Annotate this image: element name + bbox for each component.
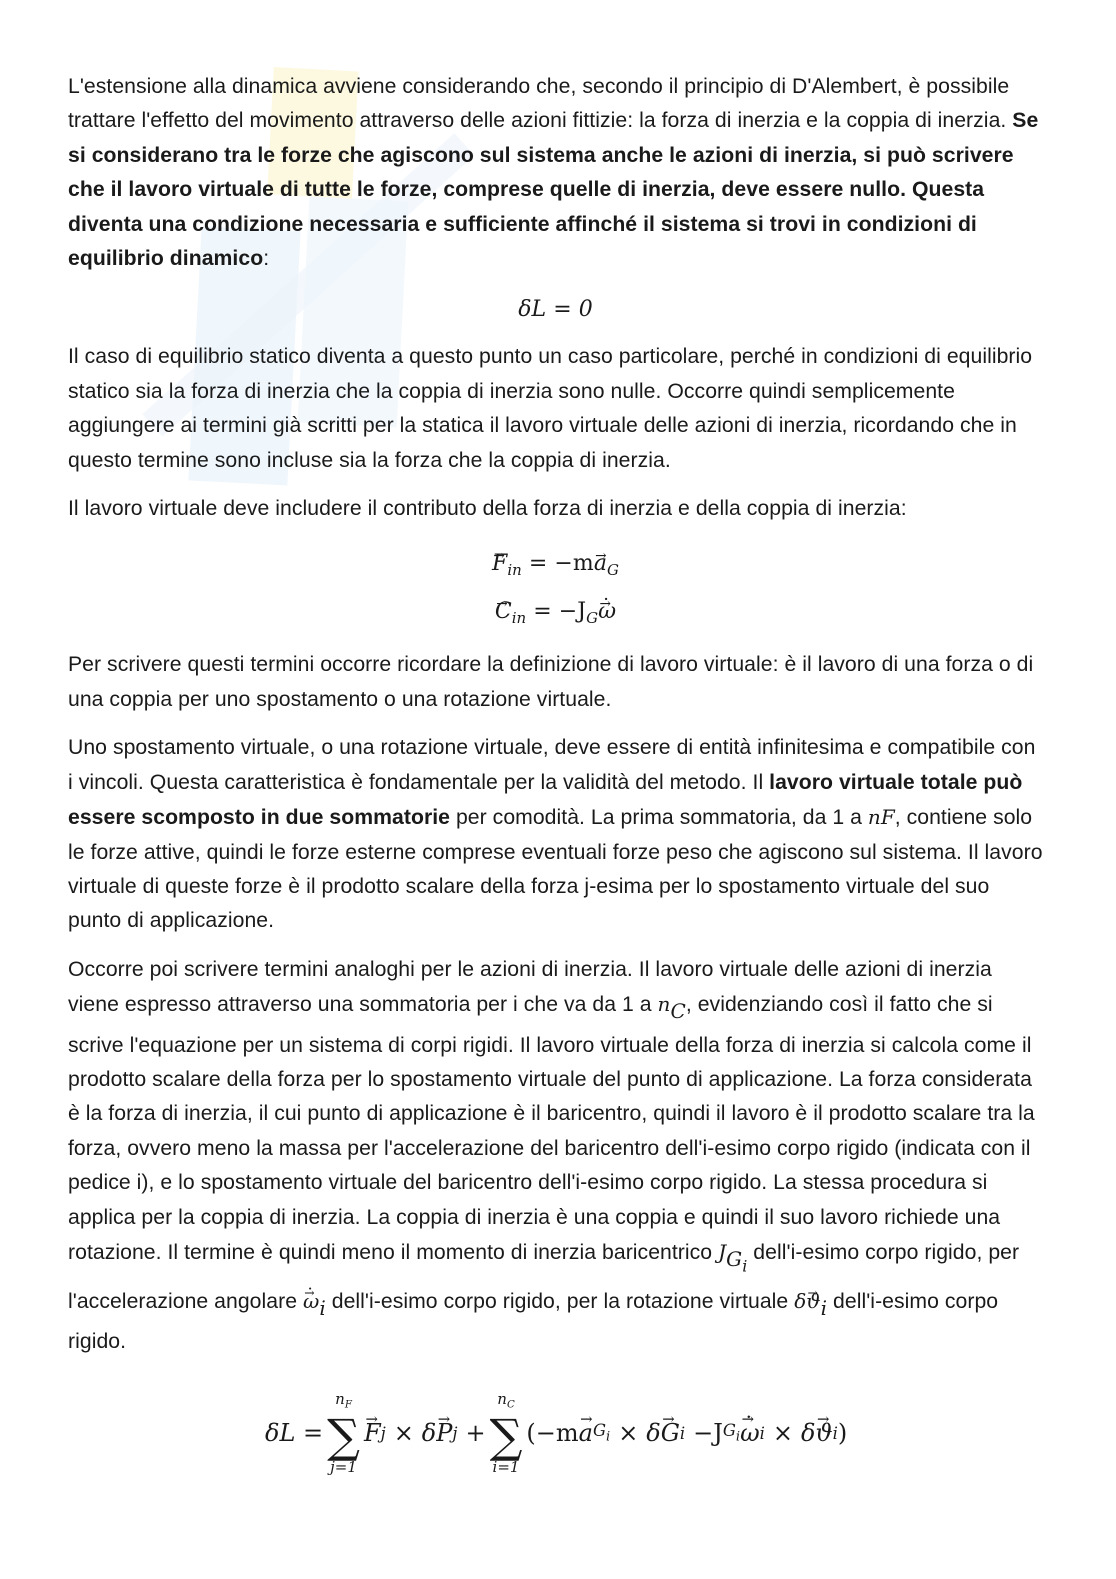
sigma-symbol: ∑: [327, 1409, 360, 1464]
paragraph-definition: Per scrivere questi termini occorre ricordare la definizione di lavoro virtuale: è il lavoro di una forza o di una coppia per uno spostamento o una rotazione virtuale.: [68, 653, 1034, 711]
paragraph-inertia-contribution: Il lavoro virtuale deve includere il contributo della forza di inerzia e della coppia di inerzia:: [68, 497, 907, 521]
paragraph-intro: L'estensione alla dinamica avviene considerando che, secondo il principio di D'Alembert, è possibile trattare l'effetto del movimento attraverso delle azioni fittizie: la forza di inerzia e la coppia di inerzia. Se si considerano tra le forze che agiscono sul sistema anche le azioni di inerzia, si può scrivere che il lavoro virtuale di tutte le forze, comprese quelle di inerzia, deve essere nullo. Questa diventa una condizione necessaria e sufficiente affinché il sistema si trovi in condizioni di equilibrio dinamico:: [68, 75, 1039, 271]
equation-inertia-force: → $F_{in} = -m\to a_G$: [68, 540, 1043, 588]
equations-inertia: [68, 540, 1043, 636]
summation-inertia: $n_C$ ∑ i=1: [489, 1389, 523, 1477]
sigma-symbol: ∑: [489, 1409, 523, 1464]
document-page: [68, 70, 1043, 1374]
paragraph-virtual-displacement: Uno spostamento virtuale, o una rotazione virtuale, deve essere di entità infinitesima e compatibile con i vincoli. Questa caratteristica è fondamentale per la validità del metodo. Il lavoro virtuale totale può essere scomposto in due sommatorie per comodità. La prima sommatoria, da 1 a nF, contiene solo le forze attive, quindi le forze esterne comprese eventuali forze peso che agiscono sul sistema. Il lavoro virtuale di queste forze è il prodotto scalare della forza j-esima per lo spostamento virtuale del suo punto di applicazione.: [68, 736, 1043, 933]
summation-forces: $n_F$ ∑ j=1: [327, 1389, 360, 1477]
paragraph-inertia-terms: Occorre poi scrivere termini analoghi per le azioni di inerzia. Il lavoro virtuale delle azioni di inerzia viene espresso attraverso una sommatoria per i che va da 1 a $n_C$, evidenziando così il fatto che si scrive l'equazione per un sistema di corpi rigidi. Il lavoro virtuale della forza di inerzia si calcola come il prodotto scalare della forza per lo spostamento virtuale del punto di applicazione. La forza considerata è la forza di inerzia, il cui punto di applicazione è il baricentro, quindi il lavoro è il prodotto scalare tra la forza, ovvero meno la massa per l'accelerazione del baricentro dell'i-esimo corpo rigido (indicata con il pedice i), e lo spostamento virtuale del baricentro dell'i-esimo corpo rigido. La stessa procedura si applica per la coppia di inerzia. La coppia di inerzia è una coppia e quindi il suo lavoro richiede una rotazione. Il termine è quindi meno il momento di inerzia baricentrico $J_{G_i}$ dell'i-esimo corpo rigido, per l'accelerazione angolare → ω $˙_i$ dell'i-esimo corpo rigido, per la rotazione virtuale $\delta\to ϑ_i$ dell'i-esimo corpo rigido.: [68, 953, 1043, 1360]
equation-inertia-couple: → $C_{in} = -J_G\to \omega$ ˙: [68, 588, 1043, 636]
bold-statement: Se si considerano tra le forze che agiscono sul sistema anche le azioni di inerzia, si può scrivere che il lavoro virtuale di tutte le forze, comprese quelle di inerzia, deve essere nullo. Questa diventa una condizione necessaria e sufficiente affinché il sistema si trovi in condizioni di equilibrio dinamico: [68, 109, 1039, 271]
equation-total-virtual-work: δL = $n_F$ ∑ j=1 → F j × δ → P j + $n_C$ ∑ i=1 (−m → a $G_i$ × δ → G i −J $G_i$ → ω ˙ i × δ → ϑ i ): [265, 1378, 885, 1488]
paragraph-static-case: Il caso di equilibrio statico diventa a questo punto un caso particolare, perché in condizioni di equilibrio statico sia la forza di inerzia che la coppia di inerzia sono nulle. Occorre quindi semplicemente aggiungere ai termini già scritti per la statica il lavoro virtuale delle azioni di inerzia, ricordando che in questo termine sono incluse sia la forza che la coppia di inerzia.: [68, 345, 1033, 472]
equation-virtual-work-zero: δL = 0: [518, 297, 593, 323]
